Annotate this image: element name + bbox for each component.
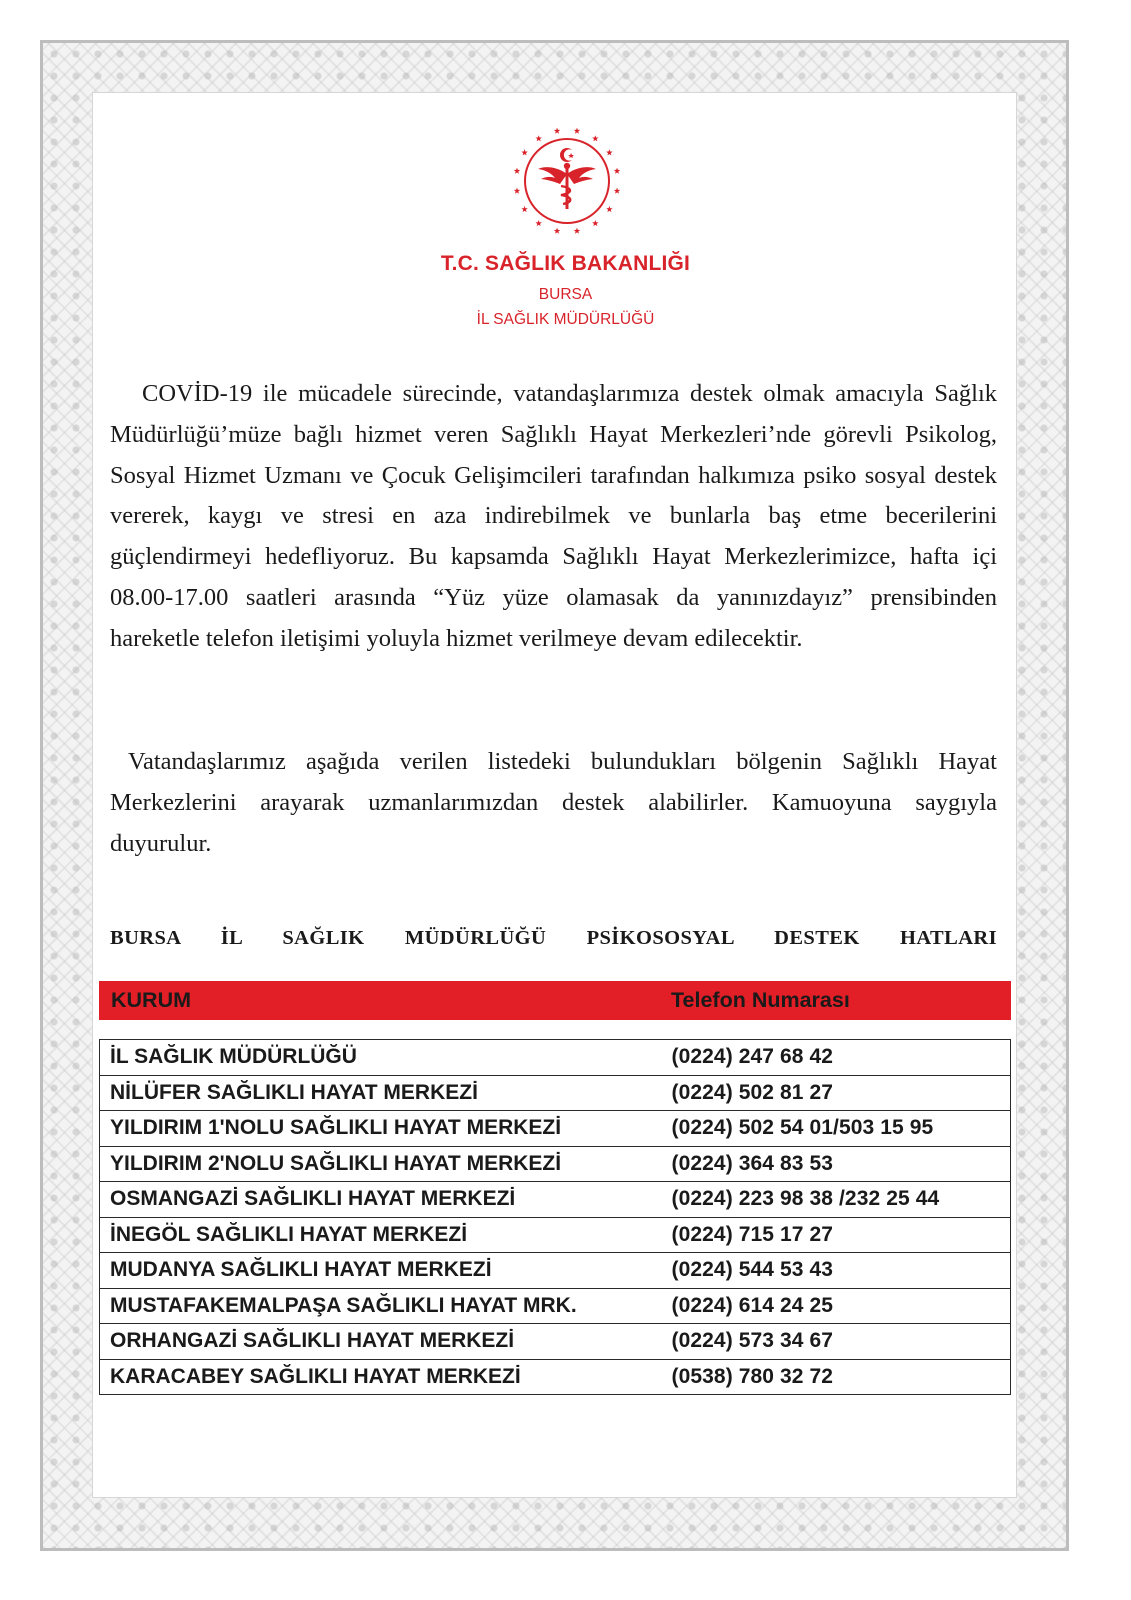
emblem-star-icon bbox=[554, 228, 560, 234]
emblem-star-icon bbox=[514, 188, 520, 194]
table-header-bar bbox=[99, 981, 1011, 1020]
phone-cell: (0538) 780 32 72 bbox=[661, 1359, 1011, 1395]
phone-cell: (0224) 614 24 25 bbox=[661, 1288, 1011, 1324]
phone-cell: (0224) 502 54 01/503 15 95 bbox=[661, 1111, 1011, 1147]
table-row bbox=[100, 1359, 1011, 1395]
institution-cell: İL SAĞLIK MÜDÜRLÜĞÜ bbox=[100, 1040, 661, 1076]
table-row bbox=[100, 1075, 1011, 1111]
emblem-star-icon bbox=[521, 206, 527, 212]
emblem-star-icon bbox=[614, 168, 620, 174]
phone-cell: (0224) 715 17 27 bbox=[661, 1217, 1011, 1253]
emblem-star-icon bbox=[574, 228, 580, 234]
institution-cell: MUSTAFAKEMALPAŞA SAĞLIKLI HAYAT MRK. bbox=[100, 1288, 661, 1324]
phone-cell: (0224) 247 68 42 bbox=[661, 1040, 1011, 1076]
institution-cell: KARACABEY SAĞLIKLI HAYAT MERKEZİ bbox=[100, 1359, 661, 1395]
table-row bbox=[100, 1288, 1011, 1324]
emblem-star-icon bbox=[514, 168, 520, 174]
table-row bbox=[100, 1253, 1011, 1289]
institution-cell: OSMANGAZİ SAĞLIKLI HAYAT MERKEZİ bbox=[100, 1182, 661, 1218]
phone-cell: (0224) 502 81 27 bbox=[661, 1075, 1011, 1111]
organization-unit: İL SAĞLIK MÜDÜRLÜĞÜ bbox=[476, 311, 655, 328]
column-header-telefon: Telefon Numarası bbox=[671, 988, 850, 1012]
support-lines-table bbox=[99, 1039, 1011, 1395]
announcement-paragraph-1: COVİD-19 ile mücadele sürecinde, vatandaşlarımıza destek olmak amacıyla Sağlık Müdürlüğü’müze bağlı hizmet veren Sağlıklı Hayat Merkezleri’nde görevli Psikolog, Sosyal Hizmet Uzmanı ve Çocuk Gelişimcileri tarafından halkımıza psiko sosyal destek vererek, kaygı ve stresi en aza indirebilmek ve bunlarla baş etme becerilerini güçlendirmeyi hedefliyoruz. Bu kapsamda Sağlıklı Hayat Merkezlerimizce, hafta içi 08.00-17.00 saatleri arasında “Yüz yüze olamasak da yanınızdayız” prensibinden hareketle telefon iletişimi yoluyla hizmet verilmeye devam edilecektir. bbox=[110, 380, 997, 652]
table-row bbox=[100, 1217, 1011, 1253]
institution-cell: MUDANYA SAĞLIKLI HAYAT MERKEZİ bbox=[100, 1253, 661, 1289]
table-row bbox=[100, 1146, 1011, 1182]
phone-cell: (0224) 544 53 43 bbox=[661, 1253, 1011, 1289]
institution-cell: İNEGÖL SAĞLIKLI HAYAT MERKEZİ bbox=[100, 1217, 661, 1253]
table-row bbox=[100, 1182, 1011, 1218]
emblem-star-icon bbox=[606, 149, 612, 155]
phone-cell: (0224) 573 34 67 bbox=[661, 1324, 1011, 1360]
emblem-star-icon bbox=[521, 149, 527, 155]
institution-cell: NİLÜFER SAĞLIKLI HAYAT MERKEZİ bbox=[100, 1075, 661, 1111]
emblem-star-icon bbox=[574, 128, 580, 134]
emblem-star-icon bbox=[554, 128, 560, 134]
column-header-kurum: KURUM bbox=[111, 988, 192, 1012]
table-row bbox=[100, 1111, 1011, 1147]
institution-cell: ORHANGAZİ SAĞLIKLI HAYAT MERKEZİ bbox=[100, 1324, 661, 1360]
organization-city: BURSA bbox=[538, 286, 593, 303]
table-row bbox=[100, 1040, 1011, 1076]
emblem-star-icon bbox=[606, 206, 612, 212]
emblem-star-icon bbox=[535, 220, 541, 226]
announcement-paragraph-2: Vatandaşlarımız aşağıda verilen listedeki bulundukları bölgenin Sağlıklı Hayat Merkezlerini arayarak uzmanlarımızdan destek alabilirler. Kamuoyuna saygıyla duyurulur. bbox=[110, 748, 997, 857]
emblem-star-icon bbox=[535, 135, 541, 141]
institution-cell: YILDIRIM 1'NOLU SAĞLIKLI HAYAT MERKEZİ bbox=[100, 1111, 661, 1147]
emblem-star-icon bbox=[592, 135, 598, 141]
organization-title: T.C. SAĞLIK BAKANLIĞI bbox=[440, 252, 691, 275]
table-heading: BURSA İL SAĞLIK MÜDÜRLÜĞÜ PSİKOSOSYAL DESTEK HATLARI bbox=[110, 927, 997, 949]
emblem-star-icon bbox=[592, 220, 598, 226]
table-row bbox=[100, 1324, 1011, 1360]
ministry-emblem-icon bbox=[508, 122, 626, 240]
emblem-star-icon bbox=[614, 188, 620, 194]
institution-cell: YILDIRIM 2'NOLU SAĞLIKLI HAYAT MERKEZİ bbox=[100, 1146, 661, 1182]
phone-cell: (0224) 223 98 38 /232 25 44 bbox=[661, 1182, 1011, 1218]
phone-cell: (0224) 364 83 53 bbox=[661, 1146, 1011, 1182]
